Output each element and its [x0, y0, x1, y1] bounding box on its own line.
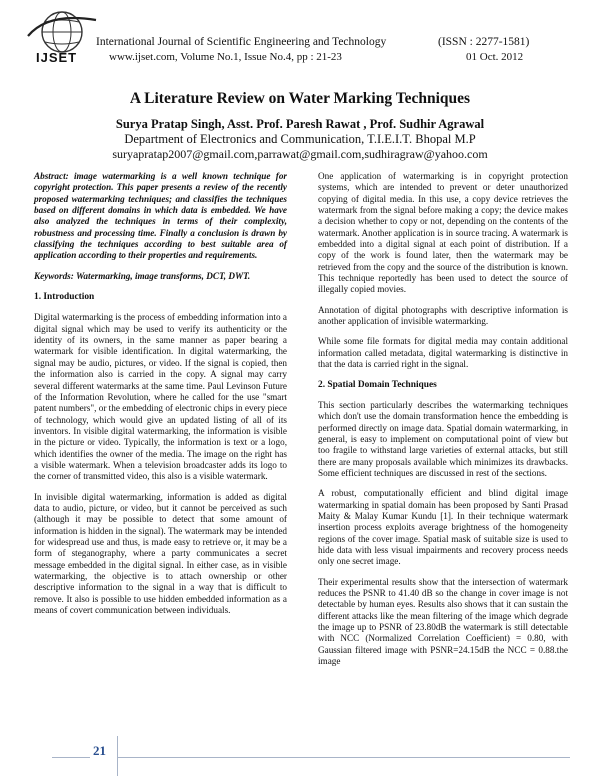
issn: (ISSN : 2277-1581) [438, 36, 530, 48]
logo-text: IJSET [36, 50, 78, 65]
abstract: Abstract: image watermarking is a well known technique for copyright protection. This paper presents a review of the recently proposed watermarking techniques; and classifies the techniques based on different domains in which data is embedded. We have also analyzed the techniques in terms of their complexity, robustness and processing time. Finally a conclusion is drawn by classifying the techniques according to best suitable area of application according to their properties and requirements. [34, 171, 287, 261]
paragraph: A robust, computationally efficient and blind digital image watermarking in spatial domain has been proposed by Santi Prasad Maity & Malay Kumar Kundu [1]. In their technique watermark insertion process exploits average brightness of the homogeneity regions of the cover image. Spatial mask of suitable size is used to hide data with less visual impairments and recovery process needs only one secret image. [318, 488, 568, 567]
journal-name: International Journal of Scientific Engineering and Technology [96, 36, 387, 48]
paragraph: Their experimental results show that the intersection of watermark reduces the PSNR to 41.40 dB so the change in cover image is not detectable by human eyes. Results also shows that it can sustain the different attacks like the mean filtering of the image which degrade the image up to PSNR of 23.80dB the watermark is still detectable with NCC (Normalized Correlation Coefficient) = 0.80, with Gaussian filtered image with PSNR=24.15dB the NCC = 0.88.the image [318, 576, 568, 667]
footer-divider [52, 757, 90, 758]
issue-date: 01 Oct. 2012 [466, 51, 524, 63]
paragraph: In invisible digital watermarking, information is added as digital data to audio, picture, or video, but it cannot be perceived as such (although it may be possible to detect that some amount of information is hidden in the signal). The watermark may be intended for widespread use and thus, is made easy to retrieve or, it may be a form of steganography, where a party communicates a secret message embedded in the digital signal. In either case, as in visible watermarking, the objective is to attach ownership or other descriptive information to the signal in a way that is difficult to remove. It also is possible to use hidden embedded information as a means of covert communication between individuals. [34, 491, 287, 616]
footer-divider [117, 736, 118, 776]
paragraph: This section particularly describes the watermarking techniques which don't use the domain transformation hence the embedding is performed directly on image data. Spatial domain watermarking, in general, is easy to implement on computational point of view but too fragile to withstand large varieties of external attacks, but still there are many proposals available which minimizes its drawbacks. Some efficient techniques are discussed in rest of the sections. [318, 399, 568, 478]
paragraph: Digital watermarking is the process of embedding information into a digital signal which may be used to verify its authenticity or the identity of its owners, in the same manner as paper bearing a watermark for visible identification. In digital watermarking, the signal may be audio, pictures, or video. If the signal is copied, then the information also is carried in the copy. A signal may carry several different watermarks at the same time. Paul Levinson Future of the Information Revolution, where he called for the use "smart patent numbers", or the embedding of electronic chips in every piece of technology, which would give an updated listing of all of its inventors. In visible digital watermarking, the information is visible in the picture or video. Typically, the information is text or a logo, which identifies the owner of the media. The image on the right has a visible watermark. When a television broadcaster adds its logo to the corner of transmitted video, this also is a visible watermark. [34, 312, 287, 482]
keywords: Keywords: Watermarking, image transforms, DCT, DWT. [34, 270, 251, 281]
footer-divider [117, 757, 570, 758]
page-number: 21 [93, 743, 106, 758]
paragraph: While some file formats for digital media may contain additional information called metadata, digital watermarking is distinctive in that the data is carried right in the signal. [318, 336, 568, 370]
section-heading-introduction: 1. Introduction [34, 292, 95, 303]
department: Department of Electronics and Communication, T.I.E.I.T. Bhopal M.P [124, 132, 476, 146]
section-heading-spatial-domain: 2. Spatial Domain Techniques [318, 379, 437, 390]
left-column [34, 171, 287, 625]
paper-authors: Surya Pratap Singh, Asst. Prof. Paresh Rawat , Prof. Sudhir Agrawal [115, 117, 485, 131]
journal-logo [18, 6, 106, 66]
paper-title: A Literature Review on Water Marking Techniques [129, 90, 471, 107]
paragraph: One application of watermarking is in copyright protection systems, which are intended to prevent or deter unauthorized copying of digital media. In this use, a copy device retrieves the watermark from the signal before making a copy; the device makes a decision whether to copy or not, depending on the contents of the watermark. Another application is in source tracing. A watermark is embedded into a digital signal at each point of distribution. If a copy of the work is found later, then the watermark may be retrieved from the copy and the source of the distribution is known. This technique reportedly has been used to detect the source of illegally copied movies. [318, 171, 568, 295]
volume-line: www.ijset.com, Volume No.1, Issue No.4, pp : 21-23 [109, 51, 342, 63]
paragraph: Annotation of digital photographs with descriptive information is another application of invisible watermarking. [318, 304, 568, 327]
author-emails: suryapratap2007@gmail.com,parrawat@gmail.com,sudhiragraw@yahoo.com [112, 147, 488, 161]
right-column [318, 171, 568, 676]
